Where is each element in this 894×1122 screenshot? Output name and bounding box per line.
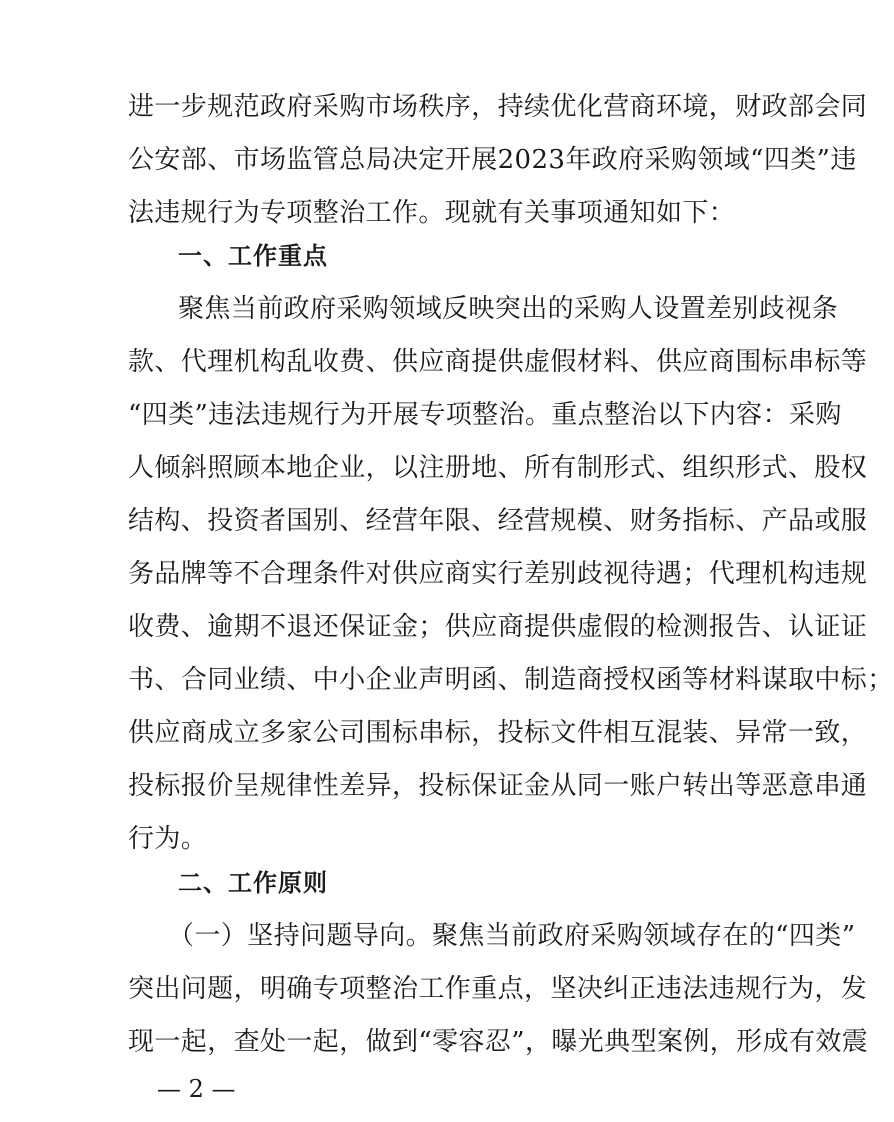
section-1-line-1: 聚焦当前政府采购领域反映突出的采购人设置差别歧视条 [178, 294, 839, 324]
intro-line-1: 进一步规范政府采购市场秩序，持续优化营商环境，财政部会同 [128, 92, 868, 122]
section-1-line-4: 人倾斜照顾本地企业，以注册地、所有制形式、组织形式、股权 [128, 453, 868, 483]
intro-line-2: 公安部、市场监管总局决定开展2023年政府采购领域“四类”违 [128, 145, 857, 175]
section-1-line-8: 书、合同业绩、中小企业声明函、制造商授权函等材料谋取中标； [128, 665, 894, 695]
intro-line-3: 法违规行为专项整治工作。现就有关事项通知如下： [128, 198, 736, 228]
section-2-line-1: （一）坚持问题导向。聚焦当前政府采购领域存在的“四类” [168, 921, 856, 951]
page-number: — 2 — [157, 1075, 236, 1103]
section-1-line-7: 收费、逾期不退还保证金；供应商提供虚假的检测报告、认证证 [128, 612, 868, 642]
section-2-line-2: 突出问题，明确专项整治工作重点，坚决纠正违法违规行为，发 [128, 974, 868, 1004]
section-1-line-11: 行为。 [128, 824, 208, 854]
section-1-line-2: 款、代理机构乱收费、供应商提供虚假材料、供应商围标串标等 [128, 347, 868, 377]
section-1-heading: 一、工作重点 [178, 242, 328, 270]
section-1-line-10: 投标报价呈规律性差异，投标保证金从同一账户转出等恶意串通 [128, 771, 868, 801]
section-1-line-9: 供应商成立多家公司围标串标，投标文件相互混装、异常一致， [128, 718, 868, 748]
section-2-line-3: 现一起，查处一起，做到“零容忍”，曝光典型案例，形成有效震 [128, 1027, 869, 1057]
section-1-line-6: 务品牌等不合理条件对供应商实行差别歧视待遇；代理机构违规 [128, 559, 868, 589]
section-1-line-5: 结构、投资者国别、经营年限、经营规模、财务指标、产品或服 [128, 506, 868, 536]
section-1-line-3: “四类”违法违规行为开展专项整治。重点整治以下内容：采购 [128, 400, 842, 430]
section-2-heading: 二、工作原则 [178, 869, 328, 897]
